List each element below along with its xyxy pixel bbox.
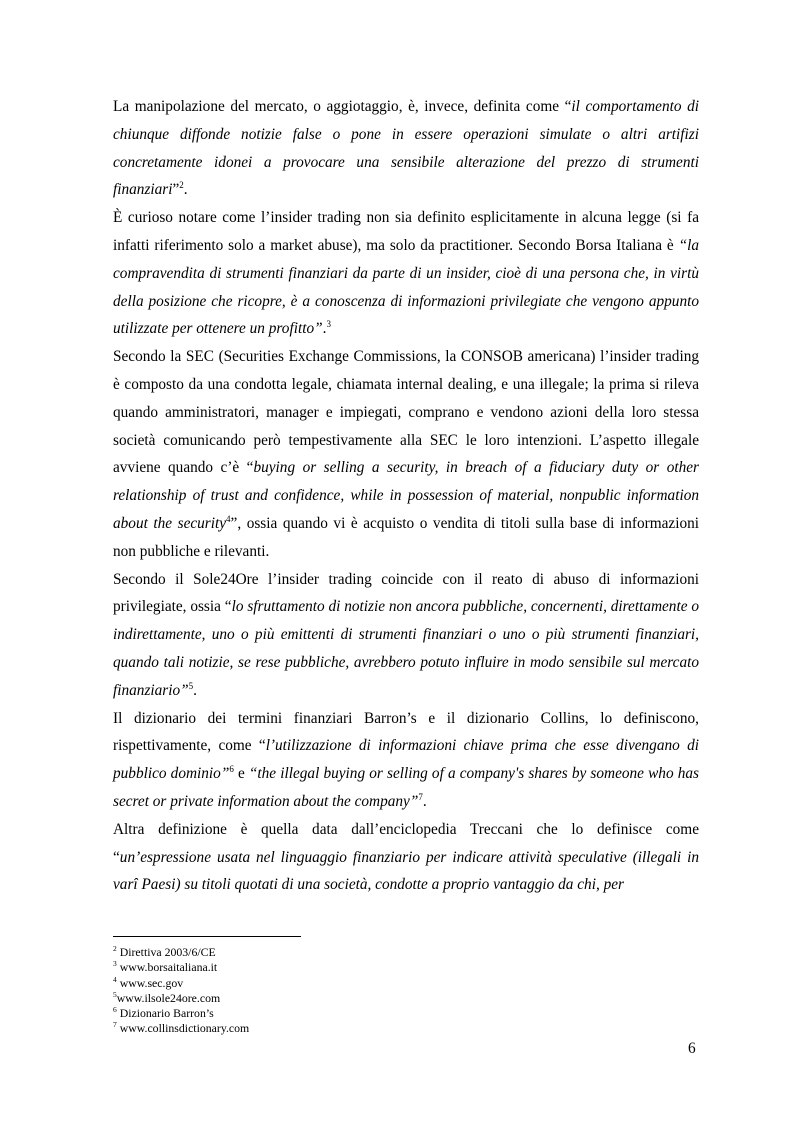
quote-segment: l’utilizzazione di informazioni chiave prima che esse divengano di pubblico dominio” (113, 737, 699, 783)
footnote-item (113, 991, 699, 1006)
footnote-item (113, 1021, 699, 1036)
footnote-item (113, 945, 699, 960)
text-segment: . (183, 181, 188, 199)
quote-segment: il comportamento di chiunque diffonde notizie false o pone in essere operazioni simulate o altri artifizi concretamente idonei a provocare una sensibile alterazione del prezzo di strumenti finanziari (113, 98, 699, 199)
paragraph-dictionaries (113, 705, 699, 816)
body-text (113, 93, 699, 899)
text-segment: ”, ossia quando vi è acquisto o vendita di titoli sulla base di informazioni non pubbliche e rilevanti. (113, 514, 699, 560)
footnote-separator (113, 936, 301, 937)
text-segment: ” (172, 181, 180, 199)
footnote-text: Direttiva 2003/6/CE (116, 945, 216, 959)
text-segment: e (233, 765, 249, 783)
footnote-item (113, 976, 699, 991)
footnote-ref: 4 (226, 513, 231, 524)
footnote-ref: 3 (326, 319, 331, 330)
footnote-item (113, 1006, 699, 1021)
footnote-link[interactable]: www.borsaitaliana.it (116, 960, 218, 975)
text-segment: . (193, 681, 197, 699)
text-segment: Secondo il Sole24Ore l’insider trading coincide con il reato di abuso di informazioni privilegiate, ossia “ (113, 570, 699, 616)
quote-segment: buying or selling a security, in breach of a fiduciary duty or other relationship of trust and confidence, while in possession of material, nonpublic information about the security (113, 459, 699, 532)
footnote-link[interactable]: www.ilsole24ore.com (116, 990, 221, 1005)
footnote-ref: 5 (188, 680, 194, 691)
footnote-link[interactable]: www.sec.gov (116, 975, 184, 990)
footnote-ref: 2 (179, 180, 184, 191)
text-segment: Altra definizione è quella data dall’enciclopedia Treccani che lo definisce come “ (113, 820, 699, 866)
footnote-number: 2 (113, 944, 117, 954)
quote-segment: un’espressione usata nel linguaggio finanziario per indicare attività speculative (illegali in varî Paesi) su titoli quotati di una società, condotte a proprio vantaggio da chi, per (113, 848, 699, 894)
footnote-text: Dizionario Barron’s (116, 1006, 214, 1021)
text-segment: Il dizionario dei termini finanziari Barron’s e il dizionario Collins, lo definiscono, rispettivamente, come “ (113, 709, 699, 755)
paragraph-market-manipulation (113, 93, 699, 204)
text-segment: È curioso notare come l’insider trading non sia definito esplicitamente in alcuna legge (si fa infatti riferimento solo a market abuse), ma solo da practitioner. Secondo Borsa Italiana è (113, 209, 699, 254)
footnote-item (113, 960, 699, 975)
quote-segment: lo sfruttamento di notizie non ancora pubbliche, concernenti, direttamente o indirettamente, uno o più emittenti di strumenti finanziari o uno o più strumenti finanziari, quando tali notizie, se rese pubbliche, avrebbero potuto influire in modo sensibile sul mercato finanziario” (113, 598, 699, 699)
quote-segment: “the illegal buying or selling of a company's shares by someone who has secret or private information about the company” (113, 765, 699, 810)
footnote-link[interactable]: www.collinsdictionary.com (116, 1021, 250, 1036)
text-segment: La manipolazione del mercato, o aggiotaggio, è, invece, definita come “ (113, 98, 572, 115)
footnote-ref: 7 (418, 791, 423, 802)
footnote-ref: 6 (229, 764, 234, 775)
paragraph-sec (113, 343, 699, 565)
footnote-number: 4 (113, 974, 117, 984)
paragraph-borsa-italiana (113, 204, 699, 343)
text-segment: . (322, 320, 327, 338)
text-segment: Secondo la SEC (Securities Exchange Commissions, la CONSOB americana) l’insider trading è composto da una condotta legale, chiamata internal dealing, e una illegale; la prima si rileva quando amministratori, manager e impiegati, comprano e vendono azioni della loro stessa società comunicando però tempestivamente alla SEC le loro intenzioni. L’aspetto illegale avviene quando c’è “ (113, 348, 699, 477)
page-number: 6 (688, 1040, 696, 1057)
text-segment: . (422, 792, 427, 810)
quote-segment: “la compravendita di strumenti finanziari da parte di un insider, cioè di una persona che, in virtù della posizione che ricopre, è a conoscenza di informazioni privilegiate che vengono appunto utilizzate per ottenere un profitto” (113, 236, 699, 338)
footnote-number: 5 (113, 989, 117, 999)
paragraph-sole24ore (113, 566, 699, 705)
footnotes (113, 945, 699, 1037)
paragraph-treccani (113, 816, 699, 899)
footnote-number: 6 (113, 1005, 117, 1015)
footnote-number: 7 (113, 1020, 117, 1030)
footnote-number: 3 (113, 959, 117, 969)
